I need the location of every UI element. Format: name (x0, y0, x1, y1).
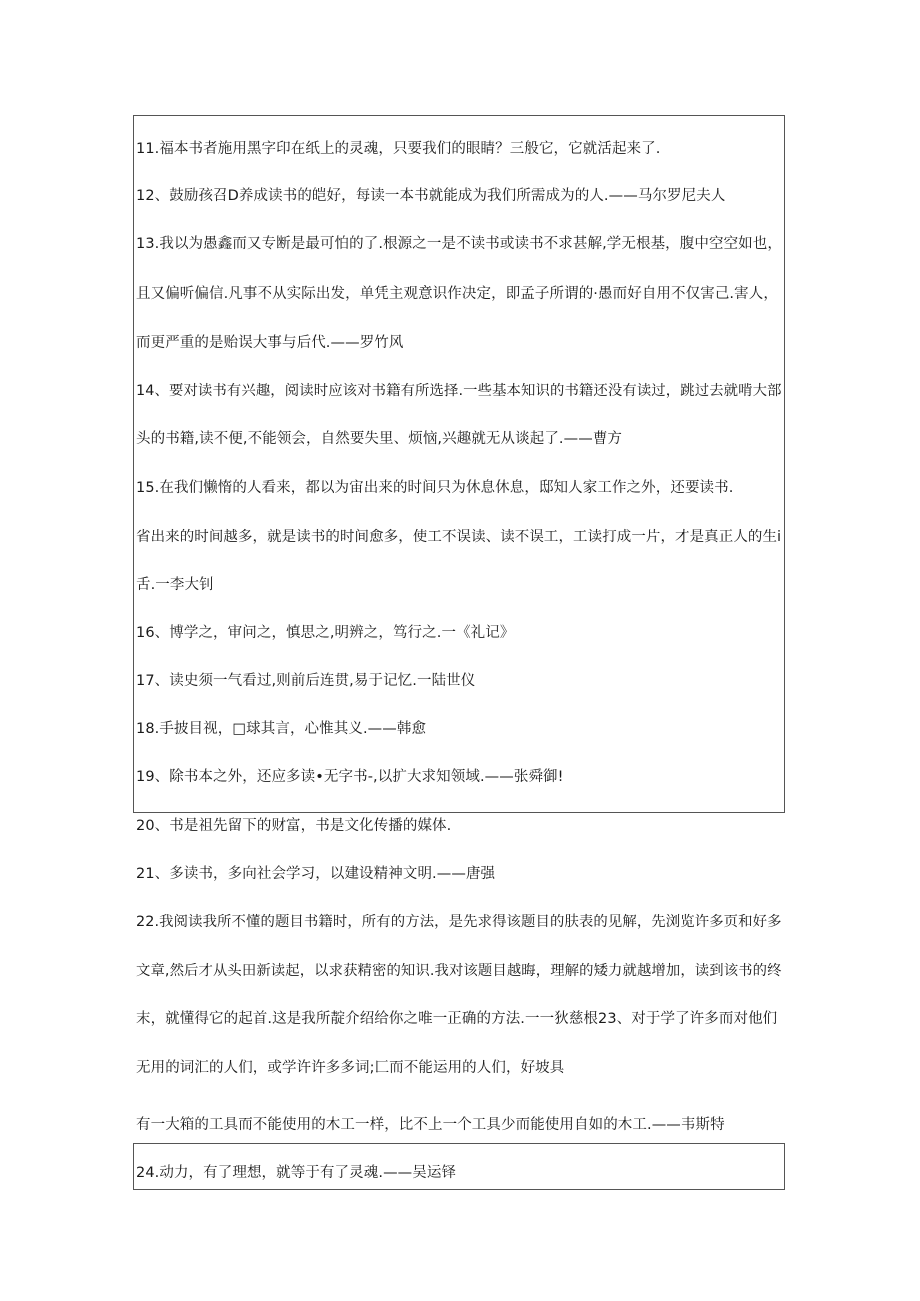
quote-line: 舌.一李大钊 (136, 577, 214, 593)
quote-line: 而更严重的是贻误大事与后代.——罗竹风 (136, 335, 404, 351)
quote-line: 头的书籍,读不便,不能领会，自然要失里、烦恼,兴趣就无从谈起了.——曹方 (136, 431, 623, 447)
quote-line: 18.手披目视，□球其言，心惟其义.——韩愈 (136, 721, 427, 737)
quote-line: 24.动力，有了理想，就等于有了灵魂.——吴运铎 (136, 1165, 457, 1181)
quote-line: 13.我以为愚鑫而又专断是最可怕的了.根源之一是不读书或读书不求甚解,学无根基，腹中空空如也， (136, 236, 782, 252)
quote-line: 17、读史须一气看过,则前后连贯,易于记忆.一陆世仪 (136, 673, 476, 689)
quote-line: 16、博学之，审问之，慎思之,明辨之，笃行之.一《礼记》 (136, 625, 515, 641)
quote-line: 21、多读书，多向社会学习，以建设精神文明.——唐强 (136, 866, 496, 882)
quote-line: 末，就懂得它的起首.这是我所靛介绍给你之唯一正确的方法.一一狄慈根23、对于学了许多而对他们 (136, 1011, 778, 1027)
quote-line: 12、鼓励孩召D养成读书的皑好，每读一本书就能成为我们所需成为的人.——马尔罗尼夫人 (136, 188, 726, 204)
quote-line: 22.我阅读我所不懂的题目书籍时，所有的方法，是先求得该题目的肤表的见解，先浏览许多页和好多 (136, 914, 782, 930)
quote-line: 20、书是祖先留下的财富，书是文化传播的媒体. (136, 818, 452, 834)
quote-line: 无用的词汇的人们，或学许许多多词;匚而不能运用的人们，好坡具 (136, 1060, 565, 1076)
quote-line: 11.福本书者施用黑字印在纸上的灵魂，只要我们的眼睛？三般它，它就活起来了. (136, 141, 661, 157)
quote-line: 有一大箱的工具而不能使用的木工一样，比不上一个工具少而能使用自如的木工.——韦斯特 (136, 1117, 725, 1133)
quote-line: 19、除书本之外，还应多读•无字书-,以扩大求知领域.——张舜御! (136, 769, 564, 785)
quote-line: 文章,然后才从头田新读起，以求获精密的知识.我对该题目越晦，理解的矮力就越增加，读到该书的终 (136, 963, 782, 979)
quote-line: 且又偏听偏信.凡事不从实际出发，单凭主观意识作决定，即孟子所谓的·愚而好自用不仅害己.害人， (136, 286, 778, 302)
quote-line: 省出来的时间越多，就是读书的时间愈多，使工不误读、读不误工，工读打成一片，才是真正人的生i (136, 529, 782, 545)
quote-line: 14、要对读书有兴趣，阅读时应该对书籍有所选择.一些基本知识的书籍还没有读过，跳过去就啃大部 (136, 383, 782, 399)
quote-line: 15.在我们懒惰的人看来，都以为宙出来的时间只为休息休息，邸知人家工作之外，还要读书. (136, 480, 734, 496)
quote-box-main (133, 115, 785, 813)
